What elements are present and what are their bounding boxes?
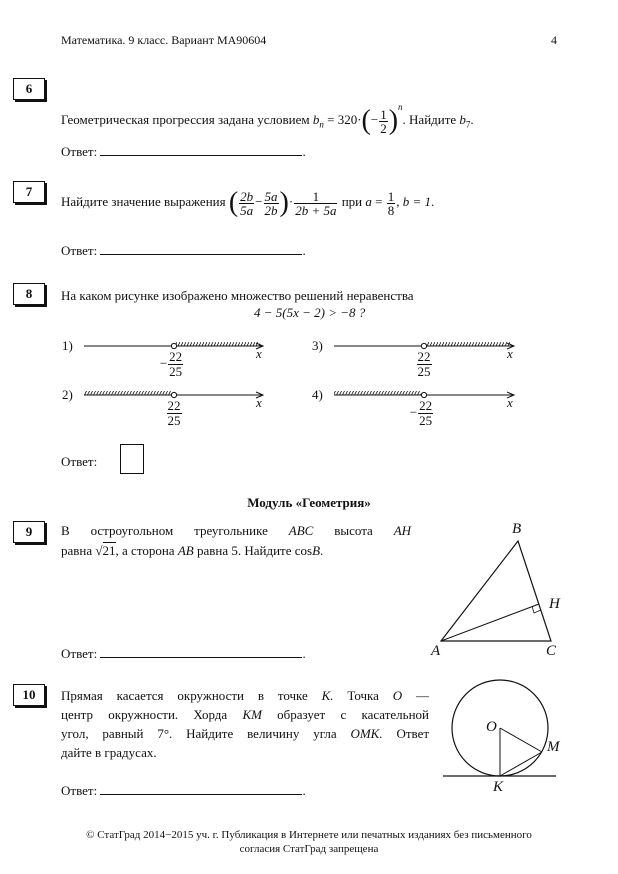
task-9-answer-field[interactable] <box>100 645 302 658</box>
option-4-axis-var: x <box>507 395 513 410</box>
option-1-axis-var: x <box>256 346 262 361</box>
option-3-point <box>421 343 426 348</box>
task-6-text: Геометрическая прогрессия задана условием $b_n = 320\cdot(-$ $\frac{1}{2}$ )$^n$. Найдите $b_7$. <box>61 102 474 137</box>
task-8-question: На каком рисунке изображено множество решений неравенства <box>61 288 414 303</box>
task-9-answer: Ответ: . <box>61 646 306 661</box>
option-2-line <box>84 391 263 398</box>
footer-line-1: © СтатГрад 2014−2015 уч. г. Публикация в Интернете или печатных изданиях без письменного <box>86 829 532 841</box>
task-7-text: Найдите значение выражения ( $\frac{2b}{5a}$ − $\frac{5a}{2b}$ )· $\frac{1}{2b + 5a}$ при a = $\frac{1}{8}$ , b = 1. <box>61 187 435 219</box>
task-6-number: 6 <box>13 78 45 100</box>
option-2-axis-var: x <box>256 395 262 410</box>
task-6-answer: Ответ: . <box>61 144 306 159</box>
task-9-number: 9 <box>13 521 45 543</box>
footer-line-2: согласия СтатГрад запрещена <box>239 843 379 855</box>
option-3-line <box>334 342 514 349</box>
task-10-line-4: дайте в градусах. <box>61 745 157 760</box>
task-8-number: 8 <box>13 283 45 305</box>
task-8-answer-box[interactable] <box>120 444 144 474</box>
module-title: Модуль «Геометрия» <box>247 495 371 510</box>
task-9-line-1: В остроугольном треугольнике ABC высота AH <box>61 523 412 538</box>
option-4-line <box>334 391 514 398</box>
triangle-vertex-B: B <box>512 521 522 537</box>
circle-point-M: M <box>547 739 560 755</box>
option-2-hatch <box>84 391 171 395</box>
circle-point-K: K <box>493 779 504 795</box>
option-3-label: 3) <box>312 338 323 353</box>
task-10-number: 10 <box>13 684 45 706</box>
task-7-number: 7 <box>13 181 45 203</box>
task-10-answer-field[interactable] <box>100 782 302 795</box>
option-1-line <box>84 342 263 349</box>
option-1-tick-label: − $\frac{22}{25}$ <box>159 349 183 379</box>
task-7-answer: Ответ: . <box>61 243 306 258</box>
task-10-line-1: Прямая касается окружности в точке K. Точка O — <box>61 688 429 703</box>
page-number: 4 <box>551 33 557 47</box>
option-1-point <box>171 343 176 348</box>
option-2-label: 2) <box>62 387 73 402</box>
task-9-triangle <box>441 541 551 641</box>
option-4-hatch <box>334 391 421 395</box>
task-8-inequality: 4 − 5(5x − 2) > −8 ? <box>254 305 366 320</box>
task-10-answer: Ответ: . <box>61 783 306 798</box>
option-3-tick-label: $\frac{22}{25}$ <box>417 349 431 379</box>
triangle-vertex-A: A <box>431 643 441 659</box>
page-header-title: Математика. 9 класс. Вариант МА90604 <box>61 33 267 47</box>
option-3-hatch <box>426 342 510 346</box>
task-8-answer: Ответ: <box>61 454 98 469</box>
task-9-line-2: равна √21, а сторона AB равна 5. Найдите cosB. <box>61 543 324 558</box>
task-10-line-3: угол, равный 7°. Найдите величину угла OMK. Ответ <box>61 726 430 741</box>
option-4-point <box>421 392 426 397</box>
circle-center-O: O <box>486 719 497 735</box>
option-3-axis-var: x <box>507 346 513 361</box>
task-10-circle-figure <box>443 680 556 776</box>
option-2-point <box>171 392 176 397</box>
option-4-label: 4) <box>312 387 323 402</box>
option-2-tick-label: $\frac{22}{25}$ <box>167 398 181 428</box>
task-10-line-2: центр окружности. Хорда KM образует с касательной <box>61 707 429 722</box>
option-4-tick-label: − $\frac{22}{25}$ <box>409 398 433 428</box>
triangle-vertex-C: C <box>546 643 557 659</box>
option-1-hatch <box>176 342 260 346</box>
option-1-label: 1) <box>62 338 73 353</box>
triangle-point-H: H <box>549 596 560 612</box>
